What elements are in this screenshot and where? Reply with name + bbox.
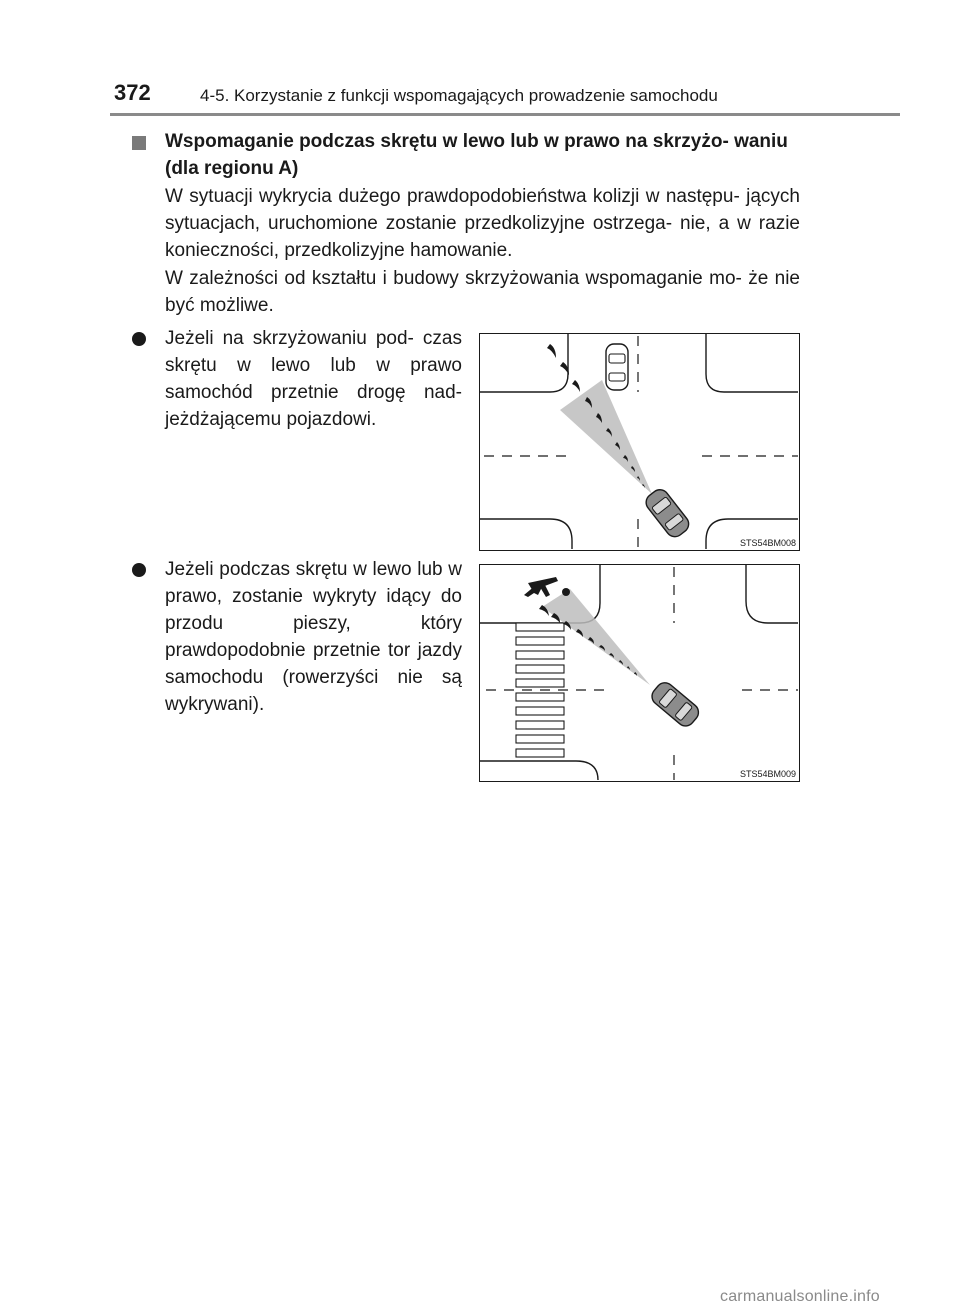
round-bullet-icon [132,332,146,346]
section-heading [132,128,800,182]
figure-pedestrian [479,564,800,782]
limitation-paragraph: W zależności od kształtu i budowy skrzyżowania wspomaganie mo- że nie być możliwe. [165,268,800,316]
own-car-icon [643,486,693,540]
bullet-text: Jeżeli na skrzyżowaniu pod- czas skrętu w lewo lub w prawo samochód przetnie drogę nad- jeżdżającemu pojazdowi. [165,328,462,430]
pedestrian-icon [524,577,570,597]
own-car-icon [648,679,702,730]
figure-oncoming-vehicle [479,333,800,551]
intersection-vehicle-illustration [480,334,798,549]
figure-code: STS54BM008 [739,538,796,548]
square-bullet-icon [132,136,146,150]
page-number: 372 [114,80,151,105]
section-heading-text: Wspomaganie podczas skrętu w lewo lub w prawo na skrzyżo- waniu (dla regionu A) [165,131,788,179]
header-divider [110,113,900,116]
chapter-title: 4-5. Korzystanie z funkcji wspomagających prowadzenie samochodu [200,86,718,105]
intersection-pedestrian-illustration [480,565,798,780]
bullet-oncoming-vehicle [132,325,462,433]
round-bullet-icon [132,563,146,577]
bullet-text: Jeżeli podczas skrętu w lewo lub w prawo, zostanie wykryty idący do przodu pieszy, który prawdopodobnie przetnie tor jazdy samochodu (rowerzyści nie są wykrywani). [165,559,462,715]
page-header [0,0,960,120]
intro-paragraph: W sytuacji wykrycia dużego prawdopodobieństwa kolizji w następu- jących sytuacjach, uruchomione zostanie przedkolizyjne ostrzega- nie, a w razie konieczności, przedkolizyjne hamowanie. [165,186,800,261]
bullet-pedestrian [132,556,462,718]
figure-code: STS54BM009 [739,769,796,779]
watermark: carmanualsonline.info [720,1288,880,1305]
oncoming-car-icon [606,344,628,390]
